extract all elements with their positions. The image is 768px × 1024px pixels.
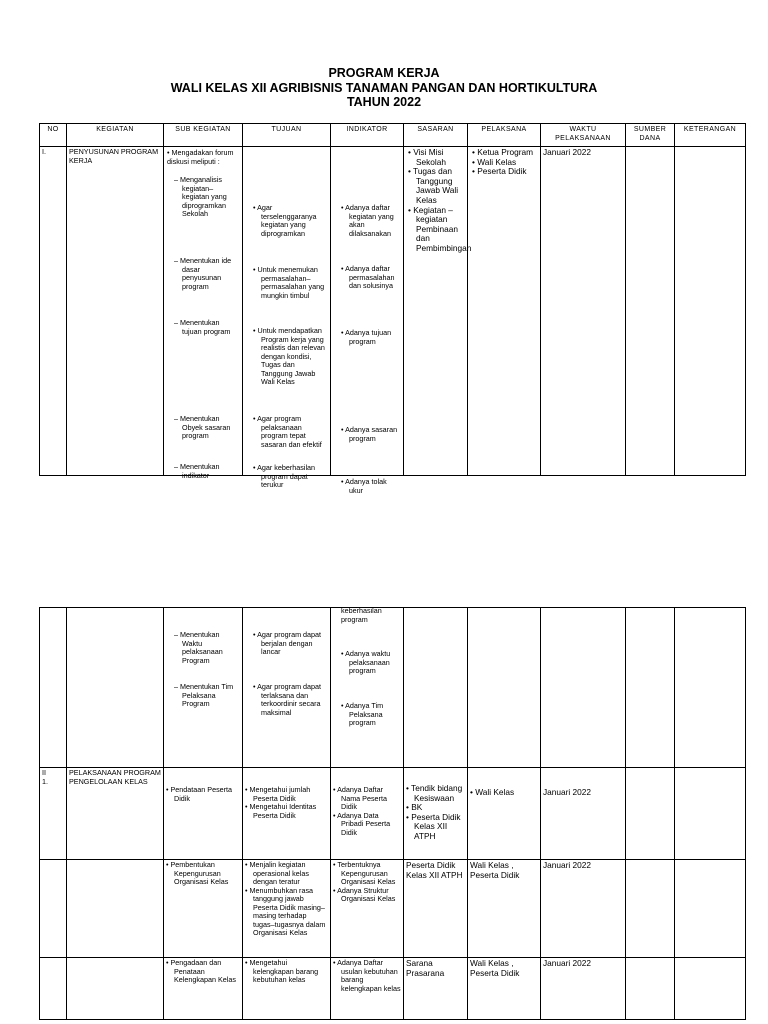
cell-indikator [331,958,404,1020]
cell-sasaran: Peserta Didik Kelas XII ATPH [404,860,468,958]
cell-tujuan [243,147,331,489]
cell-no [40,860,67,958]
header-sub-kegiatan: SUB KEGIATAN [164,124,243,147]
cell-indikator [331,768,404,860]
cell-sumber-dana [626,958,675,1020]
cell-sumber-dana [626,147,675,476]
cell-kegiatan: PENYUSUNAN PROGRAM KERJA [67,147,164,476]
cell-waktu: Januari 2022 [541,768,626,860]
indikator-item: • Adanya Daftar Nama Peserta Didik [333,785,387,811]
sub-item: – Menentukan ide dasar penyusunan program [174,256,232,291]
indikator-item: • Adanya Daftar usulan kebutuhan barang kelengkapan kelas [333,958,401,993]
tujuan-item: • Untuk menemukan permasalahan–permasalahan yang mungkin timbul [253,265,325,300]
indikator-item: • Adanya Tim Pelaksana program [341,701,384,727]
pelaksana-item: • Wali Kelas [470,787,515,797]
pelaksana-item: • Ketua Program [472,147,534,157]
cell-no: I. [40,147,67,476]
pelaksana-item: • Wali Kelas [472,156,517,167]
tujuan-item: • Untuk mendapatkan Program kerja yang realistis dan relevan dengan kondisi, Tugas dan Tanggung Jawab Wali Kelas [253,326,325,386]
tujuan-item: • Mengetahui jumlah Peserta Didik [245,785,311,803]
indikator-item: • Adanya waktu pelaksanaan program [341,649,391,675]
sub-item: – Menentukan indikator [174,462,220,480]
indikator-item: • Adanya tolak ukur [341,477,387,495]
cell-sub-kegiatan [164,958,243,1020]
sasaran-item: • Tugas dan Tanggung Jawab Wali Kelas [408,166,459,205]
cell-kegiatan [67,958,164,1020]
indikator-item: • Terbentuknya Kepengurusan Organisasi Kelas [333,860,396,886]
header-sumber-dana: SUMBER DANA [626,124,675,147]
header-sasaran: SASARAN [404,124,468,147]
sub-item: – Menentukan Obyek sasaran program [174,414,231,440]
cell-kegiatan [67,860,164,958]
cell-kegiatan [67,608,164,768]
cell-pelaksana: Wali Kelas , Peserta Didik [468,860,541,958]
program-table-2 [39,607,746,1020]
header-waktu: WAKTU PELAKSANAAN [541,124,626,147]
indikator-item: • Adanya Struktur Organisasi Kelas [333,885,396,903]
cell-pelaksana [468,768,541,860]
sasaran-item: • Peserta Didik Kelas XII ATPH [406,811,461,841]
cell-sumber-dana [626,608,675,768]
tujuan-item: • Agar program dapat berjalan dengan lancar [253,630,322,656]
table-row [40,768,746,860]
tujuan-item: • Agar program dapat terlaksana dan terkoordinir secara maksimal [253,682,322,717]
table-row [40,860,746,958]
sub-item: • Pendataan Peserta Didik [166,785,233,803]
cell-keterangan [675,768,746,860]
sub-item: – Menentukan tujuan program [174,318,231,336]
program-table-1 [39,123,746,495]
cell-tujuan [243,608,331,768]
table-row [40,147,746,476]
tujuan-item: • Agar keberhasilan program dapat terukur [253,463,316,489]
cell-pelaksana [468,608,541,768]
header-no: NO [40,124,67,147]
header-indikator: INDIKATOR [331,124,404,147]
cell-keterangan [675,147,746,476]
cell-sasaran [404,608,468,768]
cell-waktu: Januari 2022 [541,860,626,958]
cell-waktu: Januari 2022 [541,147,626,476]
pelaksana-item: • Peserta Didik [472,166,527,177]
cell-no [40,608,67,768]
table-row [40,608,746,768]
cell-pelaksana [468,147,541,476]
sub-item: • Mengadakan forum diskusi meliputi : [167,148,234,166]
header-tujuan: TUJUAN [243,124,331,147]
cell-indikator [331,860,404,958]
indikator-item: keberhasilan program [341,606,382,624]
cell-indikator [331,147,404,495]
cell-pelaksana: Wali Kelas , Peserta Didik [468,958,541,1020]
cell-sumber-dana [626,860,675,958]
title-line-1: PROGRAM KERJA [328,66,440,80]
cell-waktu: Januari 2022 [541,958,626,1020]
indikator-item: • Adanya tujuan program [341,328,392,346]
tujuan-item: • Agar terselenggaranya kegiatan yang diprogramkan [253,203,317,238]
cell-sasaran [404,147,472,476]
indikator-item: • Adanya daftar kegiatan yang akan dilaksanakan [341,203,394,238]
cell-sub-kegiatan [164,608,243,768]
indikator-item: • Adanya Data Pribadi Peserta Didik [333,810,391,837]
cell-no: II 1. [40,768,67,860]
title-line-3: TAHUN 2022 [346,95,422,109]
cell-sub-kegiatan [164,768,243,860]
cell-tujuan [243,958,331,1020]
cell-tujuan [243,860,331,958]
sub-item: – Menganalisis kegiatan–kegiatan yang diprogramkan Sekolah [174,175,227,218]
header-keterangan: KETERANGAN [675,124,746,147]
title-line-2: WALI KELAS XII AGRIBISNIS TANAMAN PANGAN DAN HORTIKULTURA [170,81,598,95]
tujuan-item: • Mengetahui kelengkapan barang kebutuhan kelas [245,958,319,984]
tujuan-item: • Menjalin kegiatan operasional kelas dengan teratur [245,860,309,886]
cell-keterangan [675,958,746,1020]
cell-kegiatan: PELAKSANAAN PROGRAM PENGELOLAAN KELAS [67,768,164,860]
sub-item: • Pengadaan dan Penataan Kelengkapan Kelas [166,958,236,984]
cell-sasaran [404,768,468,860]
sub-item: – Menentukan Waktu pelaksanaan Program [174,630,223,665]
cell-sub-kegiatan [164,147,243,480]
cell-indikator [331,608,404,768]
cell-sumber-dana [626,768,675,860]
sasaran-item: • Tendik bidang Kesiswaan [406,783,463,803]
header-row [40,124,746,147]
sub-item: • Pembentukan Kepengurusan Organisasi Kelas [166,860,229,886]
tujuan-item: • Mengetahui Identitas Peserta Didik [245,802,317,820]
sasaran-item: • BK [406,802,423,813]
cell-waktu [541,608,626,768]
header-pelaksana: PELAKSANA [468,124,541,147]
cell-sub-kegiatan [164,860,243,958]
indikator-item: • Adanya daftar permasalahan dan solusinya [341,264,395,290]
header-kegiatan: KEGIATAN [67,124,164,147]
sasaran-item: • Kegiatan – kegiatan Pembinaan dan Pembimbingan [408,204,472,253]
cell-keterangan [675,608,746,768]
table-row [40,958,746,1020]
cell-keterangan [675,860,746,958]
cell-tujuan [243,768,331,860]
sub-item: – Menentukan Tim Pelaksana Program [174,682,234,708]
sasaran-item: • Visi Misi Sekolah [408,147,446,167]
cell-sasaran: Sarana Prasarana [404,958,468,1020]
indikator-item: • Adanya sasaran program [341,425,398,443]
cell-no [40,958,67,1020]
tujuan-item: • Agar program pelaksanaan program tepat sasaran dan efektif [253,414,322,449]
tujuan-item: • Menumbuhkan rasa tanggung jawab Peserta Didik masing–masing terhadap tugas–tugasnya dalam Organisasi Kelas [245,885,326,937]
